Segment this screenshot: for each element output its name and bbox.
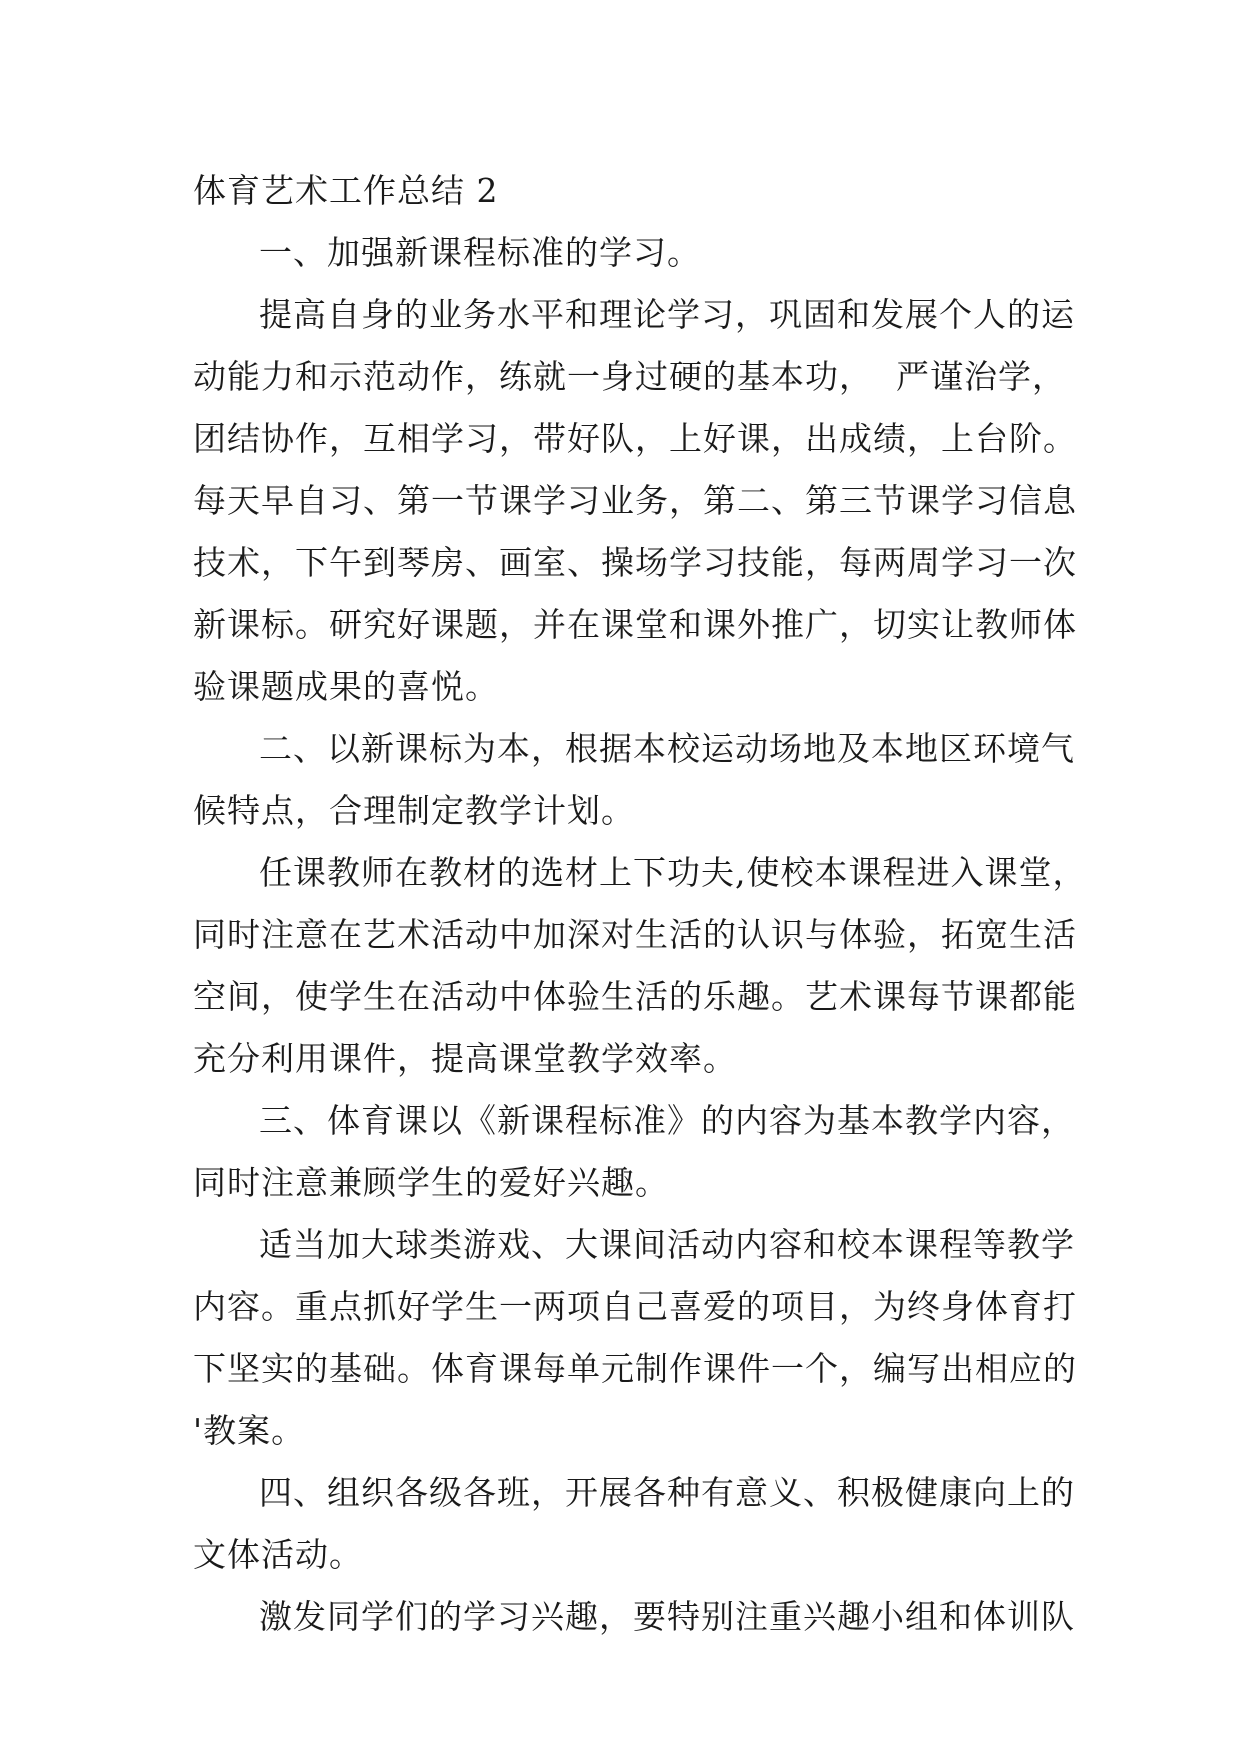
section-heading-4: 四、组织各级各班，开展各种有意义、积极健康向上的 <box>259 1473 1075 1512</box>
paragraph-line: 同时注意在艺术活动中加深对生活的认识与体验，拓宽生活 <box>193 915 1077 954</box>
section-heading-2-cont: 候特点，合理制定教学计划。 <box>193 791 635 830</box>
section-heading-3: 三、体育课以《新课程标准》的内容为基本教学内容， <box>259 1101 1075 1140</box>
paragraph-line: 空间，使学生在活动中体验生活的乐趣。艺术课每节课都能 <box>193 977 1077 1016</box>
paragraph-line: 团结协作，互相学习，带好队，上好课，出成绩，上台阶。 <box>193 419 1077 458</box>
paragraph-line: 充分利用课件，提高课堂教学效率。 <box>193 1039 737 1078</box>
paragraph-line: 激发同学们的学习兴趣，要特别注重兴趣小组和体训队 <box>259 1597 1075 1636</box>
section-heading-4-cont: 文体活动。 <box>193 1535 363 1574</box>
section-heading-3-cont: 同时注意兼顾学生的爱好兴趣。 <box>193 1163 669 1202</box>
paragraph-line: 任课教师在教材的选材上下功夫,使校本课程进入课堂， <box>259 853 1087 892</box>
paragraph-line: 提高自身的业务水平和理论学习，巩固和发展个人的运 <box>259 295 1075 334</box>
paragraph-line: 下坚实的基础。体育课每单元制作课件一个，编写出相应的 <box>193 1349 1077 1388</box>
paragraph-line: 动能力和示范动作，练就一身过硬的基本功， 严谨治学， <box>193 357 1066 396</box>
paragraph-line: 新课标。研究好课题，并在课堂和课外推广，切实让教师体 <box>193 605 1077 644</box>
paragraph-line: 验课题成果的喜悦。 <box>193 667 499 706</box>
paragraph-line: 技术，下午到琴房、画室、操场学习技能，每两周学习一次 <box>193 543 1077 582</box>
document-body <box>193 160 1087 1648</box>
paragraph-line: 每天早自习、第一节课学习业务，第二、第三节课学习信息 <box>193 481 1077 520</box>
section-heading-2: 二、以新课标为本，根据本校运动场地及本地区环境气 <box>259 729 1075 768</box>
paragraph-line: 内容。重点抓好学生一两项自己喜爱的项目，为终身体育打 <box>193 1287 1077 1326</box>
document-title: 体育艺术工作总结 2 <box>193 171 499 210</box>
paragraph-line: '教案。 <box>193 1411 306 1450</box>
section-heading-1: 一、加强新课程标准的学习。 <box>259 233 701 272</box>
paragraph-line: 适当加大球类游戏、大课间活动内容和校本课程等教学 <box>259 1225 1075 1264</box>
